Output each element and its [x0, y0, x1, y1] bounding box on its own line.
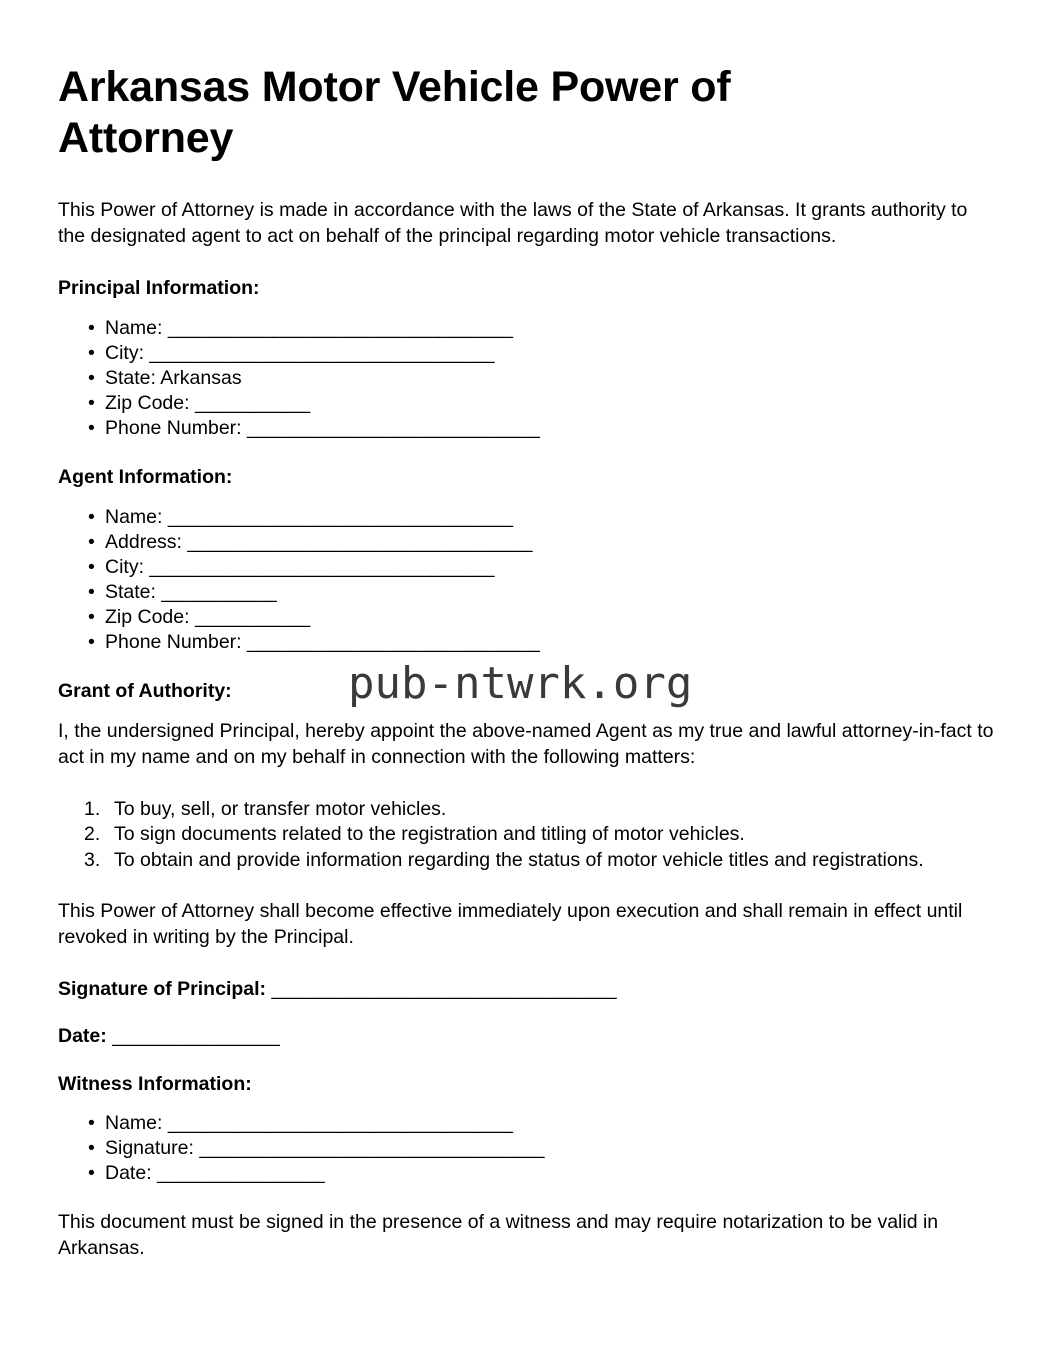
list-item — [58, 341, 997, 366]
field-blank[interactable]: ________________ — [157, 1162, 325, 1185]
field-label: Address: — [105, 530, 182, 553]
field-blank[interactable]: ___________ — [161, 580, 277, 603]
list-item — [58, 505, 997, 530]
field-label: Name: — [105, 1112, 163, 1135]
principal-information-heading: Principal Information: — [58, 277, 260, 300]
field-blank[interactable]: ____________________________ — [247, 631, 540, 654]
list-item — [58, 605, 997, 630]
list-item — [58, 580, 997, 605]
list-item — [58, 416, 997, 441]
site-watermark: pub-ntwrk.org — [348, 658, 693, 709]
grant-intro-paragraph: I, the undersigned Principal, hereby appoint the above-named Agent as my true and lawful attorney-in-fact to act in my name and on my behalf in connection with the following matters: — [58, 719, 994, 768]
signature-of-principal-line — [58, 977, 997, 1002]
field-label: Phone Number: — [105, 417, 242, 440]
list-item — [58, 555, 997, 580]
field-blank[interactable]: _________________________________ — [199, 1137, 545, 1160]
witness-information-heading: Witness Information: — [58, 1072, 252, 1095]
intro-paragraph: This Power of Attorney is made in accordance with the laws of the State of Arkansas. It grants authority to the designated agent to act on behalf of the principal regarding motor vehicle transactions. — [58, 199, 968, 248]
field-label: Date: — [105, 1162, 152, 1185]
signature-of-principal-label: Signature of Principal: — [58, 978, 267, 1001]
field-label: Signature: — [105, 1137, 194, 1160]
field-label: Zip Code: — [105, 606, 190, 629]
list-item — [58, 316, 997, 341]
field-blank[interactable]: _________________________________ — [167, 1112, 513, 1135]
list-item — [58, 366, 997, 391]
signature-of-principal-blank[interactable]: _________________________________ — [271, 978, 617, 1001]
principal-date-blank[interactable]: ________________ — [112, 1025, 280, 1048]
footer-note: This document must be signed in the presence of a witness and may require notarization to be valid in Arkansas. — [58, 1211, 939, 1260]
effective-paragraph: This Power of Attorney shall become effective immediately upon execution and shall remain in effect until revoked in writing by the Principal. — [58, 900, 963, 949]
field-label: State: Arkansas — [105, 366, 242, 389]
field-label: Name: — [105, 505, 163, 528]
list-item — [58, 1161, 997, 1186]
list-item — [58, 530, 997, 555]
agent-information-heading: Agent Information: — [58, 466, 233, 489]
field-blank[interactable]: _________________________________ — [167, 505, 513, 528]
field-label: Name: — [105, 316, 163, 339]
field-blank[interactable]: ___________ — [194, 606, 310, 629]
field-blank[interactable]: _________________________________ — [149, 341, 495, 364]
principal-date-line — [58, 1024, 997, 1049]
principal-date-label: Date: — [58, 1025, 107, 1048]
list-item — [58, 391, 997, 416]
list-item — [58, 1111, 997, 1136]
field-label: City: — [105, 341, 144, 364]
field-blank[interactable]: ___________ — [194, 391, 310, 414]
list-item — [58, 630, 997, 655]
field-blank[interactable]: _________________________________ — [187, 530, 533, 553]
field-label: City: — [105, 555, 144, 578]
field-blank[interactable]: ____________________________ — [247, 417, 540, 440]
page-title: Arkansas Motor Vehicle Power of Attorney — [58, 63, 731, 163]
list-item — [58, 1136, 997, 1161]
field-blank[interactable]: _________________________________ — [149, 555, 495, 578]
grant-of-authority-heading: Grant of Authority: — [58, 680, 232, 703]
field-label: Phone Number: — [105, 631, 242, 654]
field-label: Zip Code: — [105, 391, 190, 414]
agent-field-list — [58, 505, 997, 656]
list-item: To buy, sell, or transfer motor vehicles. — [114, 797, 447, 820]
list-item: To obtain and provide information regarding the status of motor vehicle titles and registrations. — [114, 848, 924, 871]
principal-field-list — [58, 316, 997, 442]
authority-list — [58, 797, 997, 874]
field-label: State: — [105, 580, 156, 603]
witness-field-list — [58, 1111, 997, 1186]
list-item: To sign documents related to the registration and titling of motor vehicles. — [114, 823, 745, 846]
field-blank[interactable]: _________________________________ — [167, 316, 513, 339]
